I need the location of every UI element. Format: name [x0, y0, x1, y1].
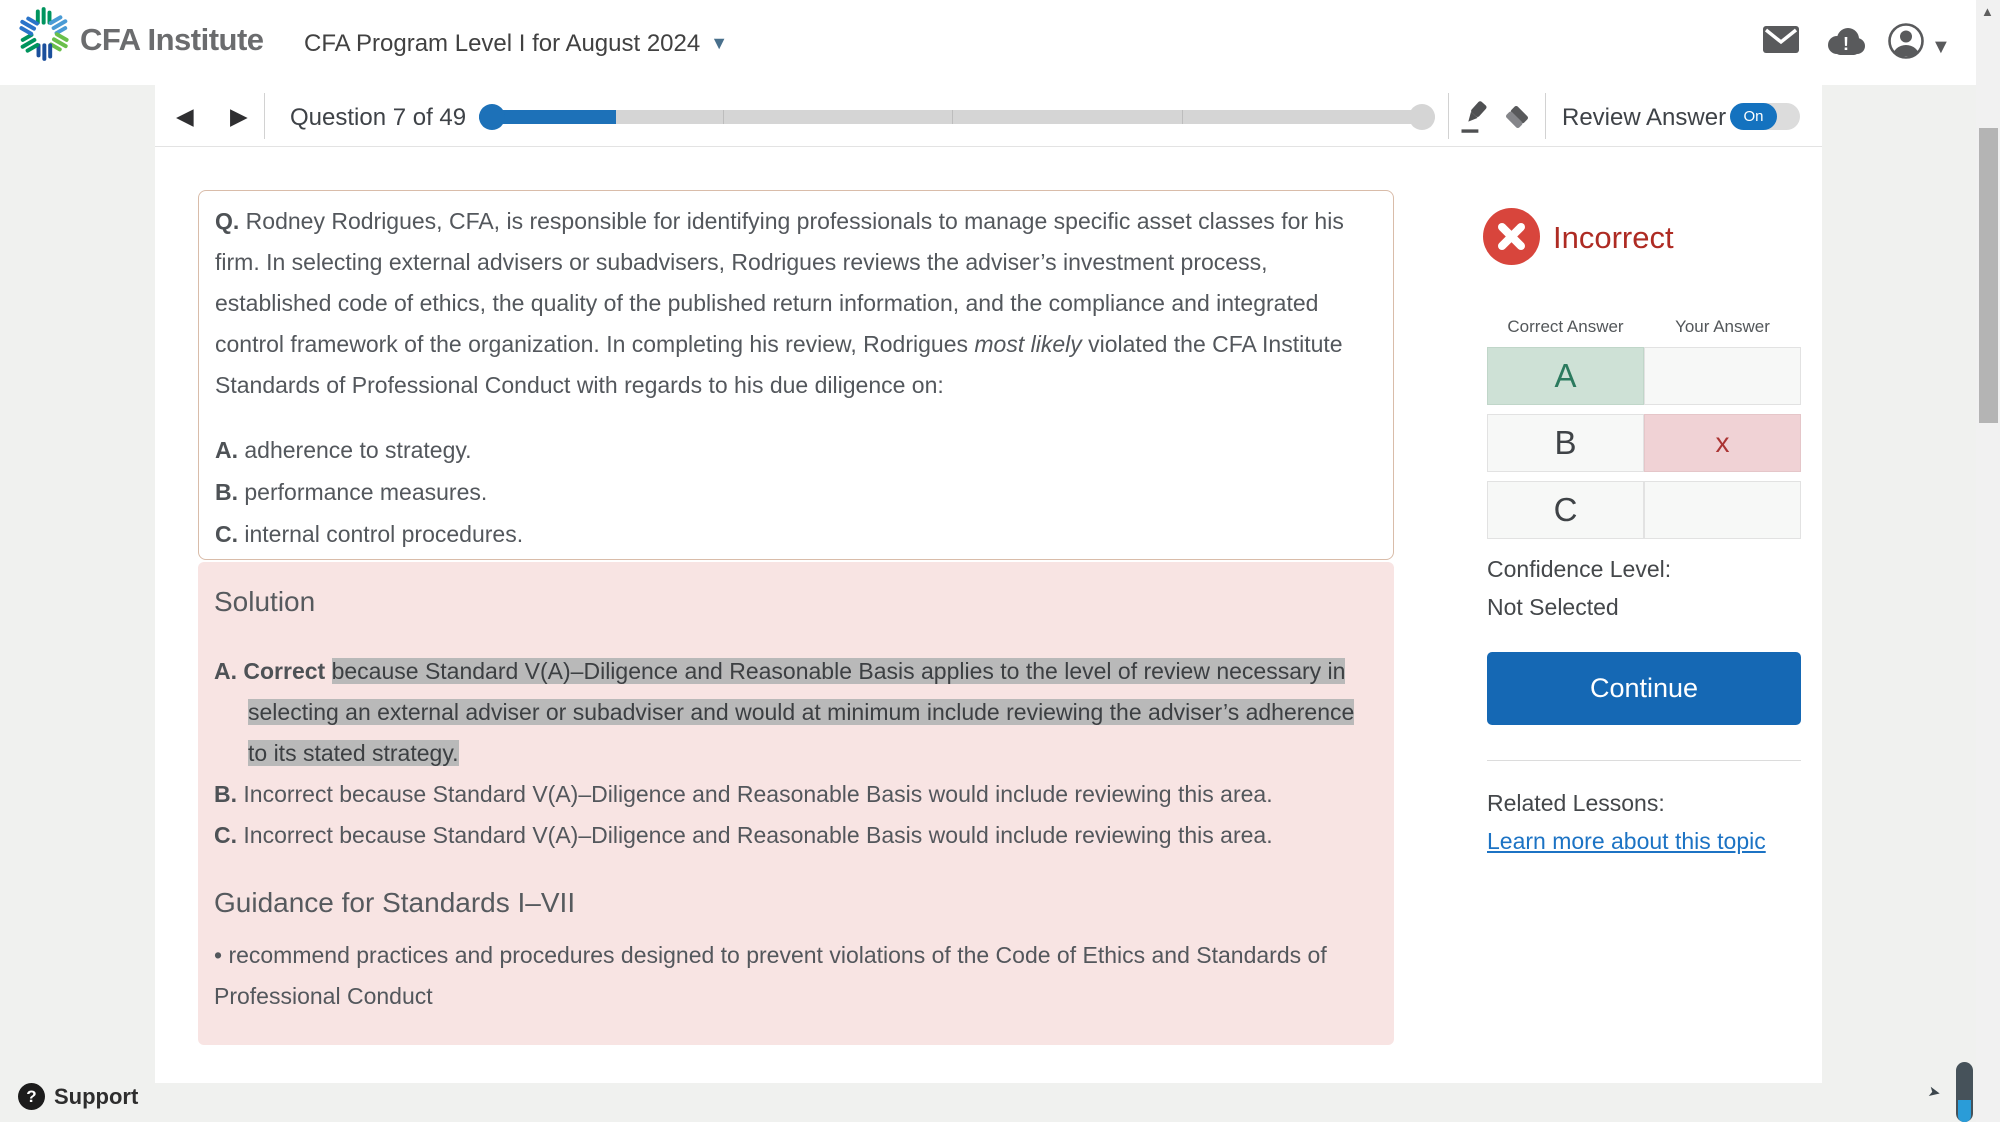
emphasis-text: most likely	[974, 331, 1082, 357]
highlighter-tool-button[interactable]	[1457, 99, 1493, 135]
question-mark-icon: ?	[18, 1083, 45, 1110]
solution-item-c: C. Incorrect because Standard V(A)–Diligence and Reasonable Basis would include reviewing this area.	[214, 822, 1273, 848]
toggle-on-label: On	[1730, 103, 1777, 130]
your-answer-header: Your Answer	[1675, 317, 1770, 336]
brand-name: CFA Institute	[80, 22, 264, 57]
continue-button[interactable]: Continue	[1487, 652, 1801, 725]
svg-text:!: !	[1843, 34, 1849, 54]
cfa-logo-icon	[16, 6, 72, 62]
mail-icon[interactable]	[1763, 26, 1799, 53]
nav-divider	[1448, 93, 1449, 139]
next-question-button[interactable]: ▶	[230, 103, 248, 129]
learn-more-link[interactable]: Learn more about this topic	[1487, 828, 1766, 854]
question-label: Q.	[215, 208, 240, 234]
solution-box	[198, 562, 1394, 1045]
your-answer-cell-c	[1644, 481, 1801, 539]
highlighter-icon	[1457, 99, 1493, 135]
eraser-icon	[1499, 99, 1535, 135]
eraser-tool-button[interactable]	[1499, 99, 1535, 135]
guidance-heading: Guidance for Standards I–VII	[214, 887, 576, 918]
nav-divider	[1545, 93, 1546, 139]
previous-question-button[interactable]: ◀	[176, 103, 194, 129]
top-header	[0, 0, 2000, 85]
guidance-bullet: • recommend practices and procedures designed to prevent violations of the Code of Ethics and Standards of Professional Conduct	[214, 942, 1327, 1009]
x-circle-icon	[1483, 208, 1540, 265]
question-counter: Question 7 of 49	[290, 104, 467, 131]
caret-down-icon: ▼	[710, 33, 729, 53]
nav-bottom-divider	[155, 146, 1822, 147]
your-answer-cell-b: x	[1644, 414, 1801, 472]
your-answer-cell-a	[1644, 347, 1801, 405]
status-text: Incorrect	[1553, 220, 1674, 255]
cursor-arrow-icon: ➤	[1926, 1082, 1943, 1103]
confidence-label: Confidence Level:	[1487, 556, 1672, 582]
alert-cloud-icon[interactable]	[1826, 27, 1866, 55]
nav-divider	[264, 93, 265, 139]
option-b: B. performance measures.	[215, 479, 488, 505]
support-button[interactable]	[18, 1083, 138, 1110]
confidence-value: Not Selected	[1487, 594, 1619, 620]
correct-answer-cell-c: C	[1487, 481, 1644, 539]
answer-options	[215, 429, 1377, 555]
review-answer-toggle[interactable]	[1730, 103, 1800, 130]
account-caret-icon[interactable]: ▼	[1931, 36, 1951, 58]
review-answer-label: Review Answer	[1562, 104, 1727, 131]
question-text: Q. Rodney Rodrigues, CFA, is responsible for identifying professionals to manage specific asset classes for his firm. In selecting external advisers or subadvisers, Rodrigues reviews the adviser’s investment process, established code of ethics, the quality of the published return information, and the compliance and integrated control framework of the organization. In completing his review, Rodrigues most likely violated the CFA Institute Standards of Professional Conduct with regards to his due diligence on:	[215, 208, 1344, 398]
program-title: CFA Program Level I for August 2024	[304, 30, 701, 57]
solution-heading: Solution	[214, 586, 316, 617]
correct-answer-cell-b: B	[1487, 414, 1644, 472]
correct-answer-cell-a: A	[1487, 347, 1644, 405]
pen-cursor-tip	[1958, 1100, 1971, 1122]
progress-end-knob[interactable]	[1409, 104, 1435, 130]
question-card	[198, 190, 1394, 560]
scrollbar-thumb[interactable]	[1979, 128, 1998, 423]
support-label: Support	[54, 1083, 139, 1109]
highlighted-selection: because Standard V(A)–Diligence and Reasonable Basis applies to the level of review necessary in selecting an external adviser or subadviser and would at minimum include reviewing the adviser’s adherence to its stated strategy.	[248, 658, 1355, 766]
option-a: A. adherence to strategy.	[215, 437, 472, 463]
progress-tick	[952, 110, 953, 124]
correct-answer-header: Correct Answer	[1507, 317, 1624, 336]
program-selector[interactable]	[304, 30, 728, 58]
progress-tick	[1182, 110, 1183, 124]
related-lessons-label: Related Lessons:	[1487, 790, 1665, 816]
progress-start-knob[interactable]	[479, 104, 505, 130]
question-progress-slider[interactable]	[479, 103, 1435, 131]
solution-item-a: A. Correct because Standard V(A)–Diligence and Reasonable Basis applies to the level of review necessary in selecting an external adviser or subadviser and would at minimum include reviewing the adviser’s adherence to its stated strategy.	[214, 658, 1355, 766]
progress-track[interactable]	[479, 110, 1435, 124]
option-c: C. internal control procedures.	[215, 521, 524, 547]
solution-item-b: B. Incorrect because Standard V(A)–Diligence and Reasonable Basis would include reviewing this area.	[214, 781, 1273, 807]
scroll-up-arrow-icon[interactable]: ▲	[1981, 4, 1994, 19]
progress-tick	[723, 110, 724, 124]
account-avatar-icon[interactable]	[1887, 22, 1925, 60]
panel-divider	[1487, 760, 1801, 761]
